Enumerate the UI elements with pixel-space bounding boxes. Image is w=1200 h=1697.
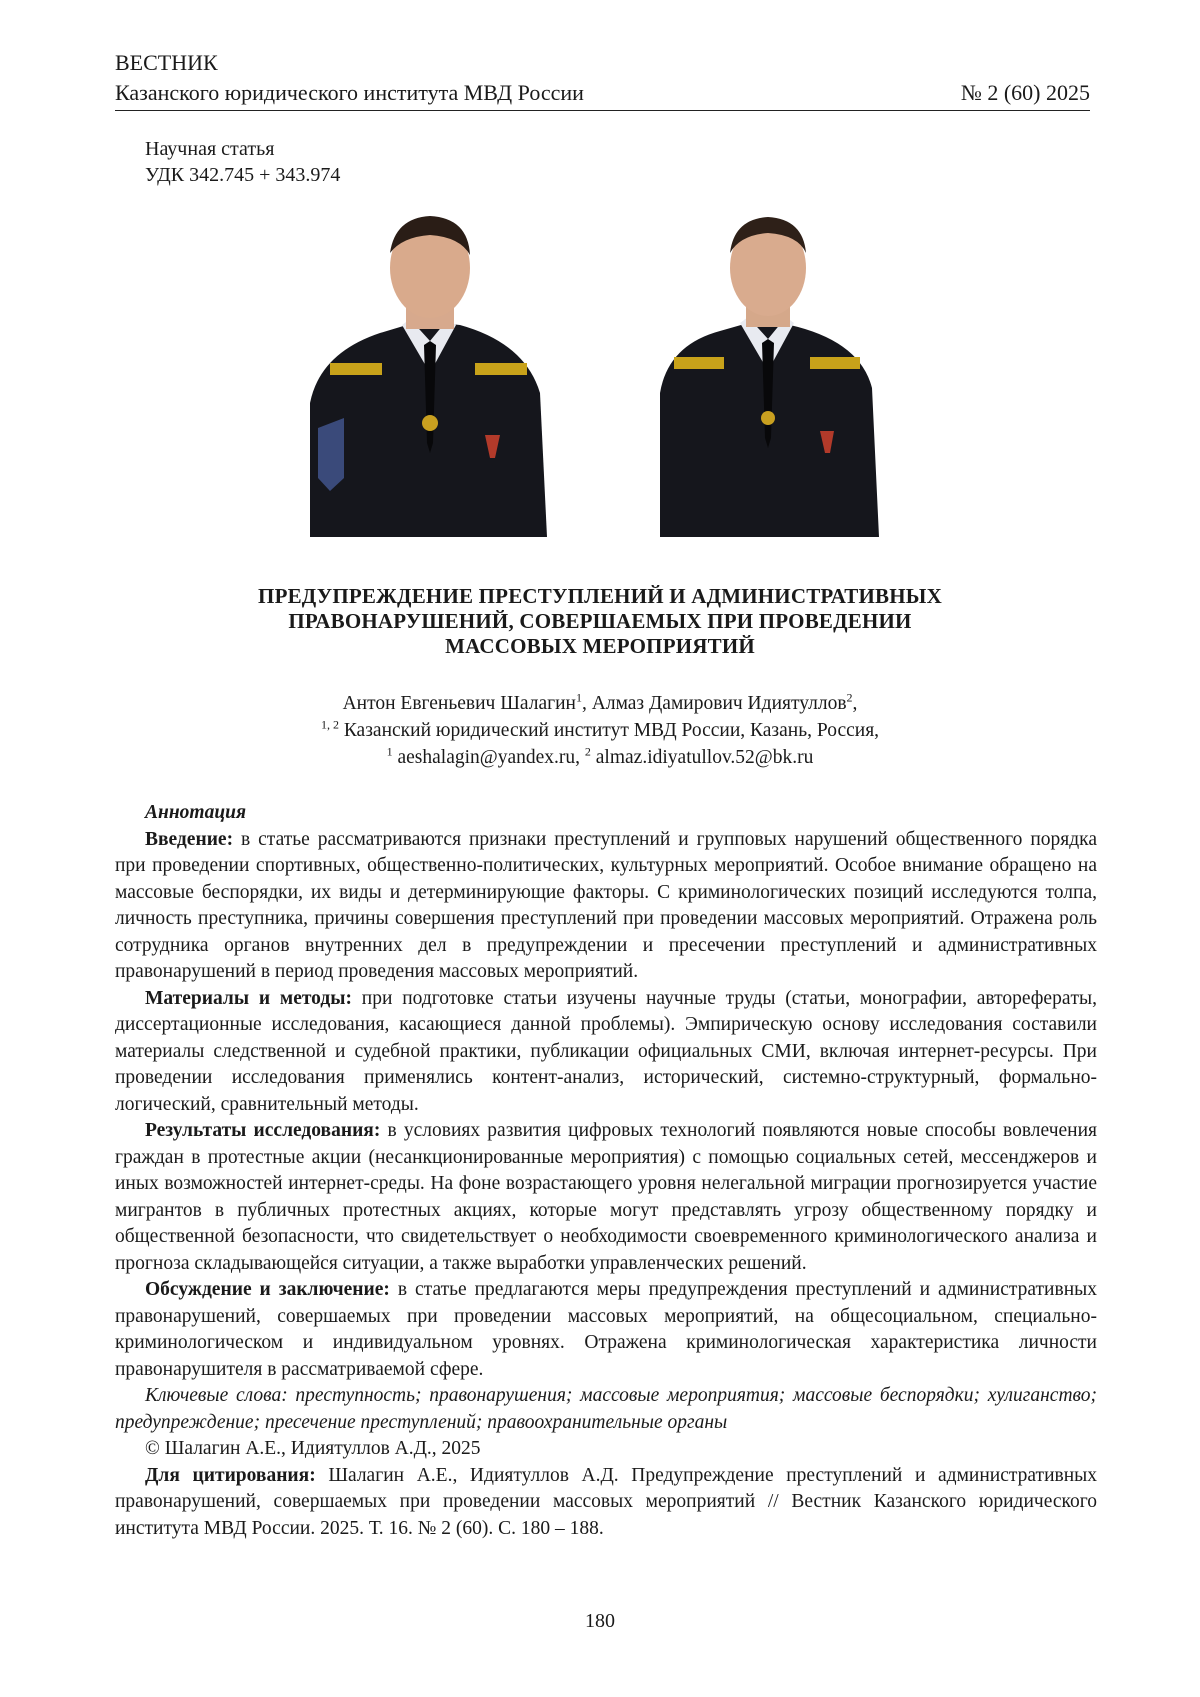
title-line: ПРЕДУПРЕЖДЕНИЕ ПРЕСТУПЛЕНИЙ И АДМИНИСТРАТИВНЫХ (120, 584, 1080, 609)
copyright: © Шалагин А.Е., Идиятуллов А.Д., 2025 (115, 1436, 1097, 1463)
author-separator: , (582, 693, 592, 714)
email-sup-2: 2 (585, 745, 591, 759)
affiliation-text: Казанский юридический институт МВД России, Казань, Россия, (339, 720, 879, 741)
author-sup-1: 1 (576, 691, 582, 705)
article-meta (145, 136, 340, 188)
methods-text: при подготовке статьи изучены научные труды (статьи, монографии, автореферaты, диссертационные исследования, касающиеся данной проблемы). Эмпирическую основу исследования составили материалы следственной и судебной практики, публикации официальных СМИ, включая интернет-ресурсы. При проведении исследования применялись контент-анализ, исторический, системно-структурный, формально-логический, сравнительный методы. (115, 988, 1097, 1115)
author-photo-1 (310, 213, 547, 537)
abstract-discussion (115, 1277, 1097, 1383)
article-title (120, 584, 1080, 659)
methods-label: Материалы и методы: (145, 988, 352, 1009)
journal-title-line1: ВЕСТНИК (115, 48, 584, 78)
intro-label: Введение: (145, 829, 233, 850)
intro-text: в статье рассматриваются признаки преступлений и групповых нарушений общественного порядка при проведении спортивных, общественно-политических, культурных мероприятий. Особое внимание обращено на массовые беспорядки, их виды и детерминирующие факторы. С криминологических позиций исследуются толпа, личность преступника, причины совершения преступлений при проведении массовых мероприятий. Отражена роль сотрудника органов внутренних дел в предупреждении и пресечении преступлений и административных правонарушений в период проведения массовых мероприятий. (115, 829, 1097, 983)
title-line: МАССОВЫХ МЕРОПРИЯТИЙ (120, 634, 1080, 659)
author-name-1: Антон Евгеньевич Шалагин (343, 693, 576, 714)
author-name-2: Алмаз Дамирович Идиятуллов (592, 693, 847, 714)
results-label: Результаты исследования: (145, 1120, 380, 1141)
abstract-introduction (115, 827, 1097, 986)
citation (115, 1463, 1097, 1543)
abstract-results (115, 1118, 1097, 1277)
email-1: aeshalagin@yandex.ru, (393, 747, 585, 768)
author-sup-2: 2 (847, 691, 853, 705)
keywords: Ключевые слова: преступность; правонарушения; массовые мероприятия; массовые беспорядки; хулиганство; предупреждение; пресечение преступлений; правоохранительные органы (115, 1383, 1097, 1436)
abstract-heading: Аннотация (145, 800, 1097, 827)
issue-number: № 2 (60) 2025 (961, 78, 1090, 108)
page-number: 180 (0, 1610, 1200, 1633)
affiliation (120, 717, 1080, 744)
abstract (115, 800, 1097, 1542)
authors-block (120, 690, 1080, 771)
email-sup-1: 1 (387, 745, 393, 759)
citation-label: Для цитирования: (145, 1465, 316, 1486)
udk-code: УДК 342.745 + 343.974 (145, 162, 340, 188)
discussion-text: в статье предлагаются меры предупреждения преступлений и административных правонарушений, совершаемых при проведении массовых мероприятий, на общесоциальном, специально-криминологическом и индивидуальном уровнях. Отражена криминологическая характеристика личности правонарушителя в рассматриваемой сфере. (115, 1279, 1097, 1380)
title-line: ПРАВОНАРУШЕНИЙ, СОВЕРШАЕМЫХ ПРИ ПРОВЕДЕНИИ (120, 609, 1080, 634)
emails (120, 744, 1080, 771)
header-divider (115, 110, 1090, 111)
citation-text: Шалагин А.Е., Идиятуллов А.Д. Предупреждение преступлений и административных правонарушений, совершаемых при проведении массовых мероприятий // Вестник Казанского юридического института МВД России. 2025. Т. 16. № 2 (60). С. 180 – 188. (115, 1465, 1097, 1539)
journal-name (115, 48, 584, 108)
email-2: almaz.idiyatullov.52@bk.ru (591, 747, 813, 768)
author-trailing: , (853, 693, 858, 714)
journal-title-line2: Казанского юридического института МВД России (115, 78, 584, 108)
author-names (120, 690, 1080, 717)
author-photo-2 (660, 213, 879, 537)
discussion-label: Обсуждение и заключение: (145, 1279, 390, 1300)
results-text: в условиях развития цифровых технологий появляются новые способы вовлечения граждан в протестные акции (несанкционированные мероприятия) с помощью социальных сетей, мессенджеров и иных возможностей интернет-среды. На фоне возрастающего уровня нелегальной миграции прогнозируется участие мигрантов в публичных протестных акциях, которые могут представлять угрозу общественному порядку и общественной безопасности, что свидетельствует о необходимости своевременного криминологического анализа и прогноза складывающейся ситуации, а также выработки управленческих решений. (115, 1120, 1097, 1274)
affiliation-sup: 1, 2 (321, 718, 339, 732)
abstract-methods (115, 986, 1097, 1119)
article-type: Научная статья (145, 136, 340, 162)
